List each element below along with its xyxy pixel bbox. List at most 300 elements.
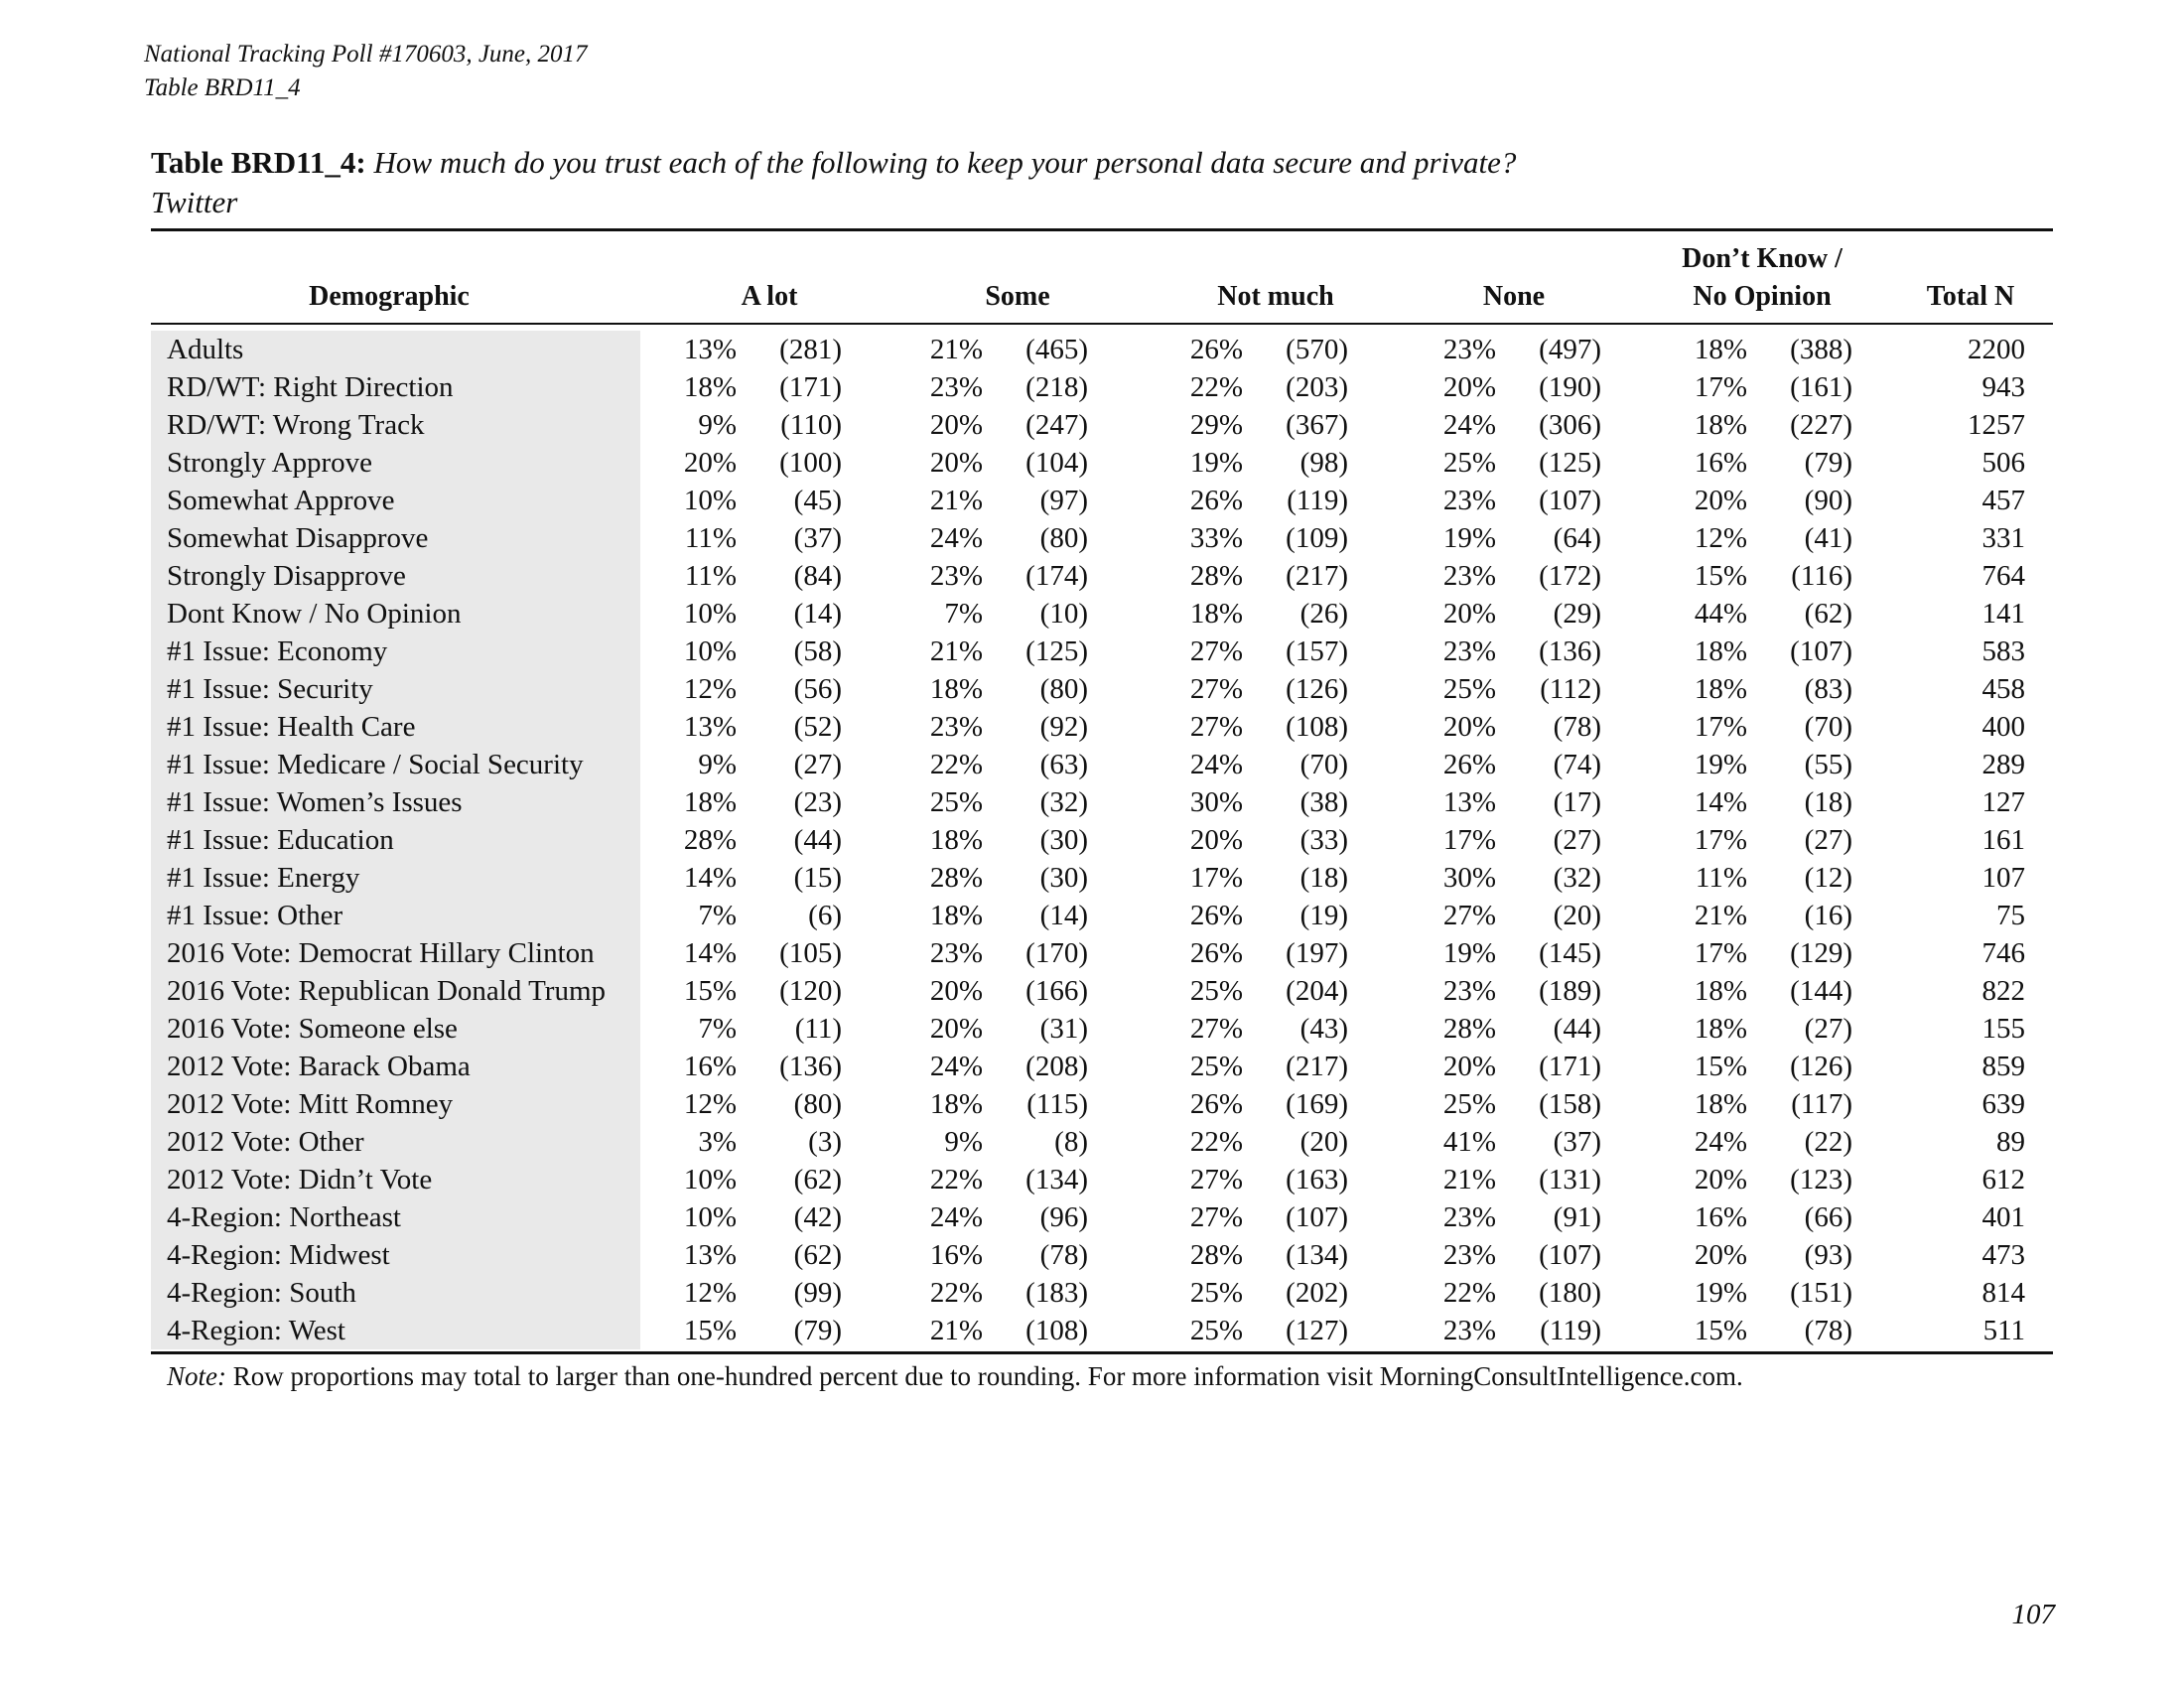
cell-none-pct: 22%	[1442, 1277, 1496, 1309]
cell-a-lot-n: (171)	[779, 371, 842, 403]
cell-not-much-pct: 26%	[1189, 485, 1243, 516]
table-row	[151, 1123, 2053, 1161]
cell-dont-know-n: (12)	[1804, 862, 1852, 894]
cell-dont-know-pct: 14%	[1694, 786, 1747, 818]
cell-none-n: (131)	[1539, 1164, 1601, 1196]
cell-some-pct: 20%	[929, 447, 983, 479]
row-label: 2012 Vote: Didn’t Vote	[167, 1164, 433, 1196]
table-row	[151, 482, 2053, 519]
cell-not-much-pct: 29%	[1189, 409, 1243, 441]
cell-dont-know-pct: 11%	[1695, 862, 1747, 894]
cell-total-n: 746	[1981, 937, 2025, 969]
cell-none-n: (91)	[1553, 1201, 1601, 1233]
cell-none-n: (107)	[1539, 485, 1601, 516]
cell-some-pct: 24%	[929, 522, 983, 554]
cell-none-pct: 23%	[1442, 560, 1496, 592]
row-label: #1 Issue: Education	[167, 824, 394, 856]
cell-not-much-pct: 27%	[1189, 673, 1243, 705]
cell-some-pct: 18%	[929, 673, 983, 705]
cell-none-n: (17)	[1553, 786, 1601, 818]
cell-not-much-pct: 22%	[1189, 371, 1243, 403]
cell-total-n: 457	[1981, 485, 2025, 516]
cell-some-pct: 9%	[944, 1126, 983, 1158]
cell-none-pct: 20%	[1442, 711, 1496, 743]
cell-a-lot-n: (44)	[793, 824, 842, 856]
cell-none-pct: 19%	[1442, 522, 1496, 554]
cell-none-n: (190)	[1539, 371, 1601, 403]
cell-a-lot-n: (100)	[779, 447, 842, 479]
cell-a-lot-pct: 7%	[698, 900, 737, 931]
cell-dont-know-n: (27)	[1804, 1013, 1852, 1045]
cell-none-n: (119)	[1540, 1315, 1601, 1346]
cell-some-n: (96)	[1039, 1201, 1088, 1233]
cell-dont-know-n: (90)	[1804, 485, 1852, 516]
cell-some-n: (92)	[1039, 711, 1088, 743]
cell-none-pct: 21%	[1442, 1164, 1496, 1196]
cell-none-pct: 17%	[1442, 824, 1496, 856]
cell-a-lot-pct: 10%	[683, 1201, 737, 1233]
row-label: 2016 Vote: Democrat Hillary Clinton	[167, 937, 595, 969]
cell-none-pct: 23%	[1442, 1239, 1496, 1271]
cell-dont-know-pct: 19%	[1694, 1277, 1747, 1309]
cell-not-much-n: (98)	[1299, 447, 1348, 479]
cell-some-n: (104)	[1025, 447, 1088, 479]
cell-dont-know-n: (18)	[1804, 786, 1852, 818]
cell-none-n: (107)	[1539, 1239, 1601, 1271]
col-header-total-n: Total N	[1926, 281, 2015, 312]
cell-not-much-pct: 19%	[1189, 447, 1243, 479]
cell-a-lot-pct: 10%	[683, 635, 737, 667]
row-label: #1 Issue: Security	[167, 673, 373, 705]
cell-not-much-pct: 28%	[1189, 560, 1243, 592]
cell-dont-know-pct: 21%	[1694, 900, 1747, 931]
cell-none-pct: 23%	[1442, 1201, 1496, 1233]
row-label: 4-Region: Northeast	[167, 1201, 401, 1233]
table-note	[167, 1357, 1743, 1395]
cell-dont-know-n: (78)	[1804, 1315, 1852, 1346]
cell-not-much-n: (367)	[1286, 409, 1348, 441]
cell-not-much-pct: 27%	[1189, 1013, 1243, 1045]
cell-dont-know-pct: 15%	[1694, 560, 1747, 592]
cell-none-pct: 23%	[1442, 975, 1496, 1007]
cell-none-n: (171)	[1539, 1051, 1601, 1082]
cell-dont-know-pct: 20%	[1694, 1164, 1747, 1196]
cell-dont-know-n: (129)	[1790, 937, 1852, 969]
cell-dont-know-n: (227)	[1790, 409, 1852, 441]
table-row	[151, 595, 2053, 633]
cell-total-n: 141	[1981, 598, 2025, 630]
cell-some-pct: 24%	[929, 1051, 983, 1082]
cell-total-n: 127	[1981, 786, 2025, 818]
cell-some-pct: 23%	[929, 711, 983, 743]
cell-none-pct: 41%	[1442, 1126, 1496, 1158]
cell-not-much-pct: 22%	[1189, 1126, 1243, 1158]
cell-some-pct: 23%	[929, 371, 983, 403]
table-row	[151, 1085, 2053, 1123]
cell-total-n: 612	[1981, 1164, 2025, 1196]
cell-a-lot-n: (58)	[793, 635, 842, 667]
row-label: #1 Issue: Health Care	[167, 711, 416, 743]
cell-not-much-pct: 25%	[1189, 975, 1243, 1007]
cell-not-much-n: (217)	[1286, 560, 1348, 592]
cell-total-n: 473	[1981, 1239, 2025, 1271]
table-row	[151, 934, 2053, 972]
cell-not-much-n: (109)	[1286, 522, 1348, 554]
row-label: 4-Region: South	[167, 1277, 356, 1309]
cell-not-much-pct: 26%	[1189, 1088, 1243, 1120]
cell-some-pct: 18%	[929, 824, 983, 856]
cell-none-n: (29)	[1553, 598, 1601, 630]
cell-not-much-n: (217)	[1286, 1051, 1348, 1082]
cell-a-lot-n: (84)	[793, 560, 842, 592]
cell-a-lot-n: (281)	[779, 334, 842, 365]
cell-a-lot-pct: 10%	[683, 598, 737, 630]
row-label: Adults	[167, 334, 244, 365]
row-label: Somewhat Disapprove	[167, 522, 429, 554]
cell-a-lot-n: (3)	[808, 1126, 842, 1158]
cell-dont-know-n: (117)	[1791, 1088, 1852, 1120]
cell-none-pct: 24%	[1442, 409, 1496, 441]
running-header	[144, 38, 588, 105]
cell-total-n: 639	[1981, 1088, 2025, 1120]
cell-not-much-n: (157)	[1286, 635, 1348, 667]
cell-some-n: (115)	[1026, 1088, 1088, 1120]
table-row	[151, 746, 2053, 783]
cell-dont-know-n: (62)	[1804, 598, 1852, 630]
table-row	[151, 708, 2053, 746]
cell-a-lot-n: (11)	[794, 1013, 842, 1045]
bottom-rule	[151, 1351, 2053, 1354]
table-question: How much do you trust each of the following to keep your personal data secure and private?	[373, 145, 1517, 180]
cell-not-much-n: (18)	[1299, 862, 1348, 894]
cell-total-n: 822	[1981, 975, 2025, 1007]
cell-some-n: (125)	[1025, 635, 1088, 667]
cell-a-lot-n: (42)	[793, 1201, 842, 1233]
table-row	[151, 1161, 2053, 1198]
cell-some-pct: 22%	[929, 1277, 983, 1309]
cell-a-lot-n: (37)	[793, 522, 842, 554]
cell-some-pct: 25%	[929, 786, 983, 818]
cell-dont-know-n: (70)	[1804, 711, 1852, 743]
cell-not-much-n: (204)	[1286, 975, 1348, 1007]
col-header-dont-know-line1: Don’t Know /	[1682, 243, 1843, 274]
cell-a-lot-n: (136)	[779, 1051, 842, 1082]
cell-not-much-pct: 33%	[1189, 522, 1243, 554]
cell-none-pct: 20%	[1442, 371, 1496, 403]
cell-not-much-n: (20)	[1299, 1126, 1348, 1158]
cell-some-pct: 20%	[929, 409, 983, 441]
cell-dont-know-n: (144)	[1790, 975, 1852, 1007]
cell-total-n: 289	[1981, 749, 2025, 780]
cell-total-n: 401	[1981, 1201, 2025, 1233]
cell-not-much-pct: 28%	[1189, 1239, 1243, 1271]
cell-a-lot-pct: 18%	[683, 371, 737, 403]
cell-none-pct: 23%	[1442, 1315, 1496, 1346]
cell-total-n: 107	[1981, 862, 2025, 894]
cell-dont-know-pct: 44%	[1694, 598, 1747, 630]
cell-not-much-n: (570)	[1286, 334, 1348, 365]
cell-total-n: 583	[1981, 635, 2025, 667]
cell-total-n: 155	[1981, 1013, 2025, 1045]
cell-not-much-n: (108)	[1286, 711, 1348, 743]
cell-a-lot-pct: 14%	[683, 937, 737, 969]
cell-some-n: (78)	[1039, 1239, 1088, 1271]
cell-dont-know-pct: 24%	[1694, 1126, 1747, 1158]
cell-dont-know-pct: 17%	[1694, 937, 1747, 969]
cell-none-n: (145)	[1539, 937, 1601, 969]
row-label: Strongly Approve	[167, 447, 373, 479]
cell-total-n: 506	[1981, 447, 2025, 479]
row-label: #1 Issue: Economy	[167, 635, 388, 667]
table-row	[151, 1198, 2053, 1236]
cell-total-n: 161	[1981, 824, 2025, 856]
cell-some-pct: 7%	[944, 598, 983, 630]
cell-dont-know-n: (161)	[1790, 371, 1852, 403]
cell-some-pct: 21%	[929, 635, 983, 667]
cell-none-n: (180)	[1539, 1277, 1601, 1309]
col-header-a-lot: A lot	[741, 281, 798, 312]
cell-a-lot-n: (52)	[793, 711, 842, 743]
cell-dont-know-n: (93)	[1804, 1239, 1852, 1271]
cell-a-lot-pct: 11%	[684, 560, 737, 592]
table-row	[151, 821, 2053, 859]
header-rule	[151, 323, 2053, 325]
cell-not-much-n: (163)	[1286, 1164, 1348, 1196]
col-header-none: None	[1482, 281, 1546, 312]
cell-a-lot-pct: 16%	[683, 1051, 737, 1082]
cell-none-pct: 27%	[1442, 900, 1496, 931]
cell-a-lot-n: (6)	[808, 900, 842, 931]
row-label: Strongly Disapprove	[167, 560, 406, 592]
col-header-demographic: Demographic	[309, 281, 470, 312]
cell-none-n: (306)	[1539, 409, 1601, 441]
cell-not-much-n: (19)	[1299, 900, 1348, 931]
col-header-not-much: Not much	[1217, 281, 1334, 312]
cell-some-pct: 22%	[929, 1164, 983, 1196]
cell-not-much-pct: 25%	[1189, 1051, 1243, 1082]
cell-some-n: (174)	[1025, 560, 1088, 592]
cell-none-n: (20)	[1553, 900, 1601, 931]
cell-dont-know-pct: 18%	[1694, 409, 1747, 441]
col-header-dont-know	[1643, 240, 1881, 316]
cell-none-pct: 20%	[1442, 598, 1496, 630]
cell-a-lot-n: (62)	[793, 1239, 842, 1271]
cell-a-lot-pct: 14%	[683, 862, 737, 894]
cell-dont-know-pct: 20%	[1694, 1239, 1747, 1271]
cell-a-lot-pct: 11%	[684, 522, 737, 554]
cell-not-much-pct: 30%	[1189, 786, 1243, 818]
cell-dont-know-n: (126)	[1790, 1051, 1852, 1082]
table-row	[151, 1312, 2053, 1349]
cell-some-n: (63)	[1039, 749, 1088, 780]
cell-some-n: (10)	[1039, 598, 1088, 630]
table-title-label: Table BRD11_4:	[151, 145, 366, 180]
cell-some-pct: 21%	[929, 1315, 983, 1346]
cell-a-lot-n: (99)	[793, 1277, 842, 1309]
table-row	[151, 897, 2053, 934]
cell-some-pct: 20%	[929, 975, 983, 1007]
cell-none-n: (78)	[1553, 711, 1601, 743]
cell-some-pct: 23%	[929, 937, 983, 969]
cell-none-pct: 25%	[1442, 673, 1496, 705]
cell-a-lot-n: (62)	[793, 1164, 842, 1196]
cell-some-n: (208)	[1025, 1051, 1088, 1082]
cell-none-pct: 23%	[1442, 635, 1496, 667]
top-rule	[151, 228, 2053, 231]
cell-dont-know-pct: 17%	[1694, 824, 1747, 856]
cell-dont-know-pct: 16%	[1694, 447, 1747, 479]
cell-some-n: (465)	[1025, 334, 1088, 365]
row-label: 2012 Vote: Barack Obama	[167, 1051, 471, 1082]
row-label: Dont Know / No Opinion	[167, 598, 462, 630]
cell-dont-know-pct: 12%	[1694, 522, 1747, 554]
cell-some-n: (31)	[1039, 1013, 1088, 1045]
cell-dont-know-pct: 18%	[1694, 975, 1747, 1007]
table-row	[151, 1274, 2053, 1312]
cell-some-n: (247)	[1025, 409, 1088, 441]
row-label: RD/WT: Wrong Track	[167, 409, 425, 441]
cell-none-pct: 19%	[1442, 937, 1496, 969]
cell-some-n: (183)	[1025, 1277, 1088, 1309]
cell-a-lot-pct: 13%	[683, 1239, 737, 1271]
cell-none-pct: 30%	[1442, 862, 1496, 894]
cell-not-much-pct: 25%	[1189, 1277, 1243, 1309]
table-row	[151, 633, 2053, 670]
cell-not-much-n: (126)	[1286, 673, 1348, 705]
cell-a-lot-pct: 20%	[683, 447, 737, 479]
cell-none-pct: 26%	[1442, 749, 1496, 780]
cell-not-much-n: (203)	[1286, 371, 1348, 403]
row-label: #1 Issue: Other	[167, 900, 343, 931]
cell-some-n: (80)	[1039, 522, 1088, 554]
cell-not-much-pct: 25%	[1189, 1315, 1243, 1346]
cell-some-pct: 28%	[929, 862, 983, 894]
cell-none-pct: 23%	[1442, 485, 1496, 516]
cell-not-much-pct: 18%	[1189, 598, 1243, 630]
cell-not-much-pct: 17%	[1189, 862, 1243, 894]
cell-dont-know-n: (151)	[1790, 1277, 1852, 1309]
cell-total-n: 89	[1996, 1126, 2025, 1158]
cell-not-much-n: (202)	[1286, 1277, 1348, 1309]
cell-a-lot-pct: 15%	[683, 975, 737, 1007]
cell-some-n: (97)	[1039, 485, 1088, 516]
cell-some-n: (170)	[1025, 937, 1088, 969]
cell-none-pct: 23%	[1442, 334, 1496, 365]
cell-dont-know-pct: 18%	[1694, 1088, 1747, 1120]
cell-dont-know-pct: 18%	[1694, 635, 1747, 667]
row-label: 4-Region: West	[167, 1315, 345, 1346]
table-row	[151, 368, 2053, 406]
cell-dont-know-pct: 17%	[1694, 371, 1747, 403]
cell-not-much-pct: 20%	[1189, 824, 1243, 856]
cell-none-n: (27)	[1553, 824, 1601, 856]
cell-none-n: (32)	[1553, 862, 1601, 894]
cell-a-lot-n: (120)	[779, 975, 842, 1007]
cell-a-lot-n: (15)	[793, 862, 842, 894]
cell-a-lot-n: (23)	[793, 786, 842, 818]
cell-not-much-pct: 27%	[1189, 1201, 1243, 1233]
cell-a-lot-pct: 28%	[683, 824, 737, 856]
cell-none-pct: 28%	[1442, 1013, 1496, 1045]
cell-a-lot-n: (45)	[793, 485, 842, 516]
poll-title: National Tracking Poll #170603, June, 2017	[144, 41, 588, 68]
row-label: 2016 Vote: Republican Donald Trump	[167, 975, 606, 1007]
cell-not-much-n: (70)	[1299, 749, 1348, 780]
cell-dont-know-pct: 16%	[1694, 1201, 1747, 1233]
row-label: #1 Issue: Women’s Issues	[167, 786, 463, 818]
cell-total-n: 458	[1981, 673, 2025, 705]
cell-not-much-pct: 26%	[1189, 937, 1243, 969]
cell-total-n: 400	[1981, 711, 2025, 743]
cell-dont-know-n: (27)	[1804, 824, 1852, 856]
cell-dont-know-pct: 20%	[1694, 485, 1747, 516]
cell-a-lot-pct: 13%	[683, 711, 737, 743]
cell-none-pct: 25%	[1442, 1088, 1496, 1120]
cell-a-lot-pct: 18%	[683, 786, 737, 818]
row-label: #1 Issue: Energy	[167, 862, 360, 894]
cell-none-n: (112)	[1540, 673, 1601, 705]
cell-some-n: (134)	[1025, 1164, 1088, 1196]
col-header-dont-know-line2: No Opinion	[1693, 281, 1832, 312]
cell-none-n: (189)	[1539, 975, 1601, 1007]
cell-some-n: (30)	[1039, 824, 1088, 856]
cell-total-n: 2200	[1968, 334, 2025, 365]
cell-some-n: (218)	[1025, 371, 1088, 403]
cell-dont-know-pct: 15%	[1694, 1315, 1747, 1346]
row-label: 2012 Vote: Other	[167, 1126, 364, 1158]
cell-none-pct: 13%	[1442, 786, 1496, 818]
row-label: #1 Issue: Medicare / Social Security	[167, 749, 584, 780]
table-subject: Twitter	[151, 185, 238, 219]
cell-dont-know-n: (41)	[1804, 522, 1852, 554]
cell-not-much-n: (127)	[1286, 1315, 1348, 1346]
cell-not-much-n: (169)	[1286, 1088, 1348, 1120]
cell-not-much-n: (26)	[1299, 598, 1348, 630]
cell-not-much-pct: 27%	[1189, 635, 1243, 667]
cell-a-lot-pct: 9%	[698, 749, 737, 780]
cell-some-pct: 18%	[929, 1088, 983, 1120]
cell-not-much-pct: 27%	[1189, 1164, 1243, 1196]
cell-none-n: (158)	[1539, 1088, 1601, 1120]
cell-not-much-n: (43)	[1299, 1013, 1348, 1045]
cell-dont-know-n: (22)	[1804, 1126, 1852, 1158]
cell-not-much-n: (134)	[1286, 1239, 1348, 1271]
row-label: Somewhat Approve	[167, 485, 395, 516]
cell-total-n: 943	[1981, 371, 2025, 403]
cell-dont-know-n: (107)	[1790, 635, 1852, 667]
note-text: Row proportions may total to larger than one-hundred percent due to rounding. For more information visit MorningConsultIntelligence.com.	[232, 1361, 1743, 1391]
cell-dont-know-pct: 18%	[1694, 334, 1747, 365]
cell-a-lot-pct: 15%	[683, 1315, 737, 1346]
cell-not-much-n: (107)	[1286, 1201, 1348, 1233]
cell-not-much-n: (38)	[1299, 786, 1348, 818]
cell-dont-know-n: (388)	[1790, 334, 1852, 365]
table-id: Table BRD11_4	[144, 74, 301, 101]
cell-some-pct: 18%	[929, 900, 983, 931]
table-row	[151, 670, 2053, 708]
cell-dont-know-n: (55)	[1804, 749, 1852, 780]
row-label: RD/WT: Right Direction	[167, 371, 454, 403]
cell-total-n: 859	[1981, 1051, 2025, 1082]
cell-not-much-pct: 24%	[1189, 749, 1243, 780]
cell-none-n: (125)	[1539, 447, 1601, 479]
cell-not-much-n: (33)	[1299, 824, 1348, 856]
cell-a-lot-n: (27)	[793, 749, 842, 780]
cell-a-lot-pct: 7%	[698, 1013, 737, 1045]
cell-none-n: (44)	[1553, 1013, 1601, 1045]
cell-a-lot-pct: 12%	[683, 673, 737, 705]
cell-a-lot-pct: 12%	[683, 1277, 737, 1309]
